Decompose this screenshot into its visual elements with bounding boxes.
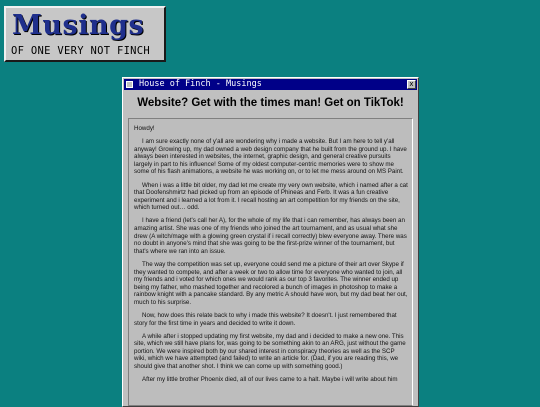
window-titlebar[interactable] xyxy=(124,79,417,90)
post-content[interactable] xyxy=(128,118,413,406)
paragraph: The way the competition was set up, everyone could send me a picture of their art over Skype if they wanted to compete, and after a week or two to allow time for everyone who wanted to join, all my friends and i voted for which ones we would rank as our top 3 favorites. The winner ended up being my father, who mashed together and recolored a bunch of images in photoshop to make a rainbow knight with a pancake standard. By any metric A should have won, but my dad beat her out, much to his surprise. xyxy=(134,260,408,306)
close-button[interactable] xyxy=(407,80,416,89)
site-logo[interactable] xyxy=(4,6,166,62)
paragraph: Now, how does this relate back to why i made this website? It doesn't. I just remembered that story for the first time in years and decided to write it down. xyxy=(134,311,397,327)
window-title: House of Finch - Musings xyxy=(139,79,262,89)
musings-window xyxy=(122,77,419,407)
paragraph: When i was a little bit older, my dad let me create my very own website, which i named after a cat that Doofenshmirtz had picked up from an episode of Phineas and Ferb. It was a fun creative experiment and i learned a lot from it. I recall hosting an art competition for my friends on the site, which turned out… odd. xyxy=(134,181,408,212)
window-icon xyxy=(126,81,133,88)
paragraph-greeting: Howdy! xyxy=(134,125,155,132)
paragraph: After my little brother Phoenix died, all of our lives came to a halt. Maybe i will write about him xyxy=(142,376,398,384)
logo-subtitle: OF ONE VERY NOT FINCH xyxy=(11,45,151,57)
close-icon: x xyxy=(409,80,414,88)
paragraph: I have a friend (let's call her A), for the whole of my life that i can remember, has always been an amazing artist. She was one of my friends who joined the art tournament, and as usual what she drew (A witch/mage with a glowing green crystal if i recall correctly) blew everyone away. There was no doubt in anyone's mind that she was going to be the first-prize winner of the tournament, but that's where we ran into an issue. xyxy=(134,217,407,255)
paragraph: A while after i stopped updating my first website, my dad and i decided to make a new one. This site, which we still have plans for, was going to be something akin to an ARG, just without the game portion. We were inspired both by our shared interest in conspiracy theories as well as the SCP wiki, which we have attempted (and failed) to write an article for. (Dad, if you are reading this, we should give that another shot. I think we can come up with something good.) xyxy=(134,332,406,371)
paragraph: I am sure exactly none of y'all are wondering why i made a website. But I am here to tell y'all anyway! Growing up, my dad owned a web design company that he built from the ground up. I have always been interested in websites, the internet, graphic design, and general creative pursuits largely in part to his influence! Some of my oldest computer-centric memories were to show me some of his flash animations, a website he was working on, or to let me mess around on MS Paint. xyxy=(134,138,407,176)
post-heading: Website? Get with the times man! Get on TikTok! xyxy=(137,97,404,109)
logo-title: Musings xyxy=(12,10,145,41)
